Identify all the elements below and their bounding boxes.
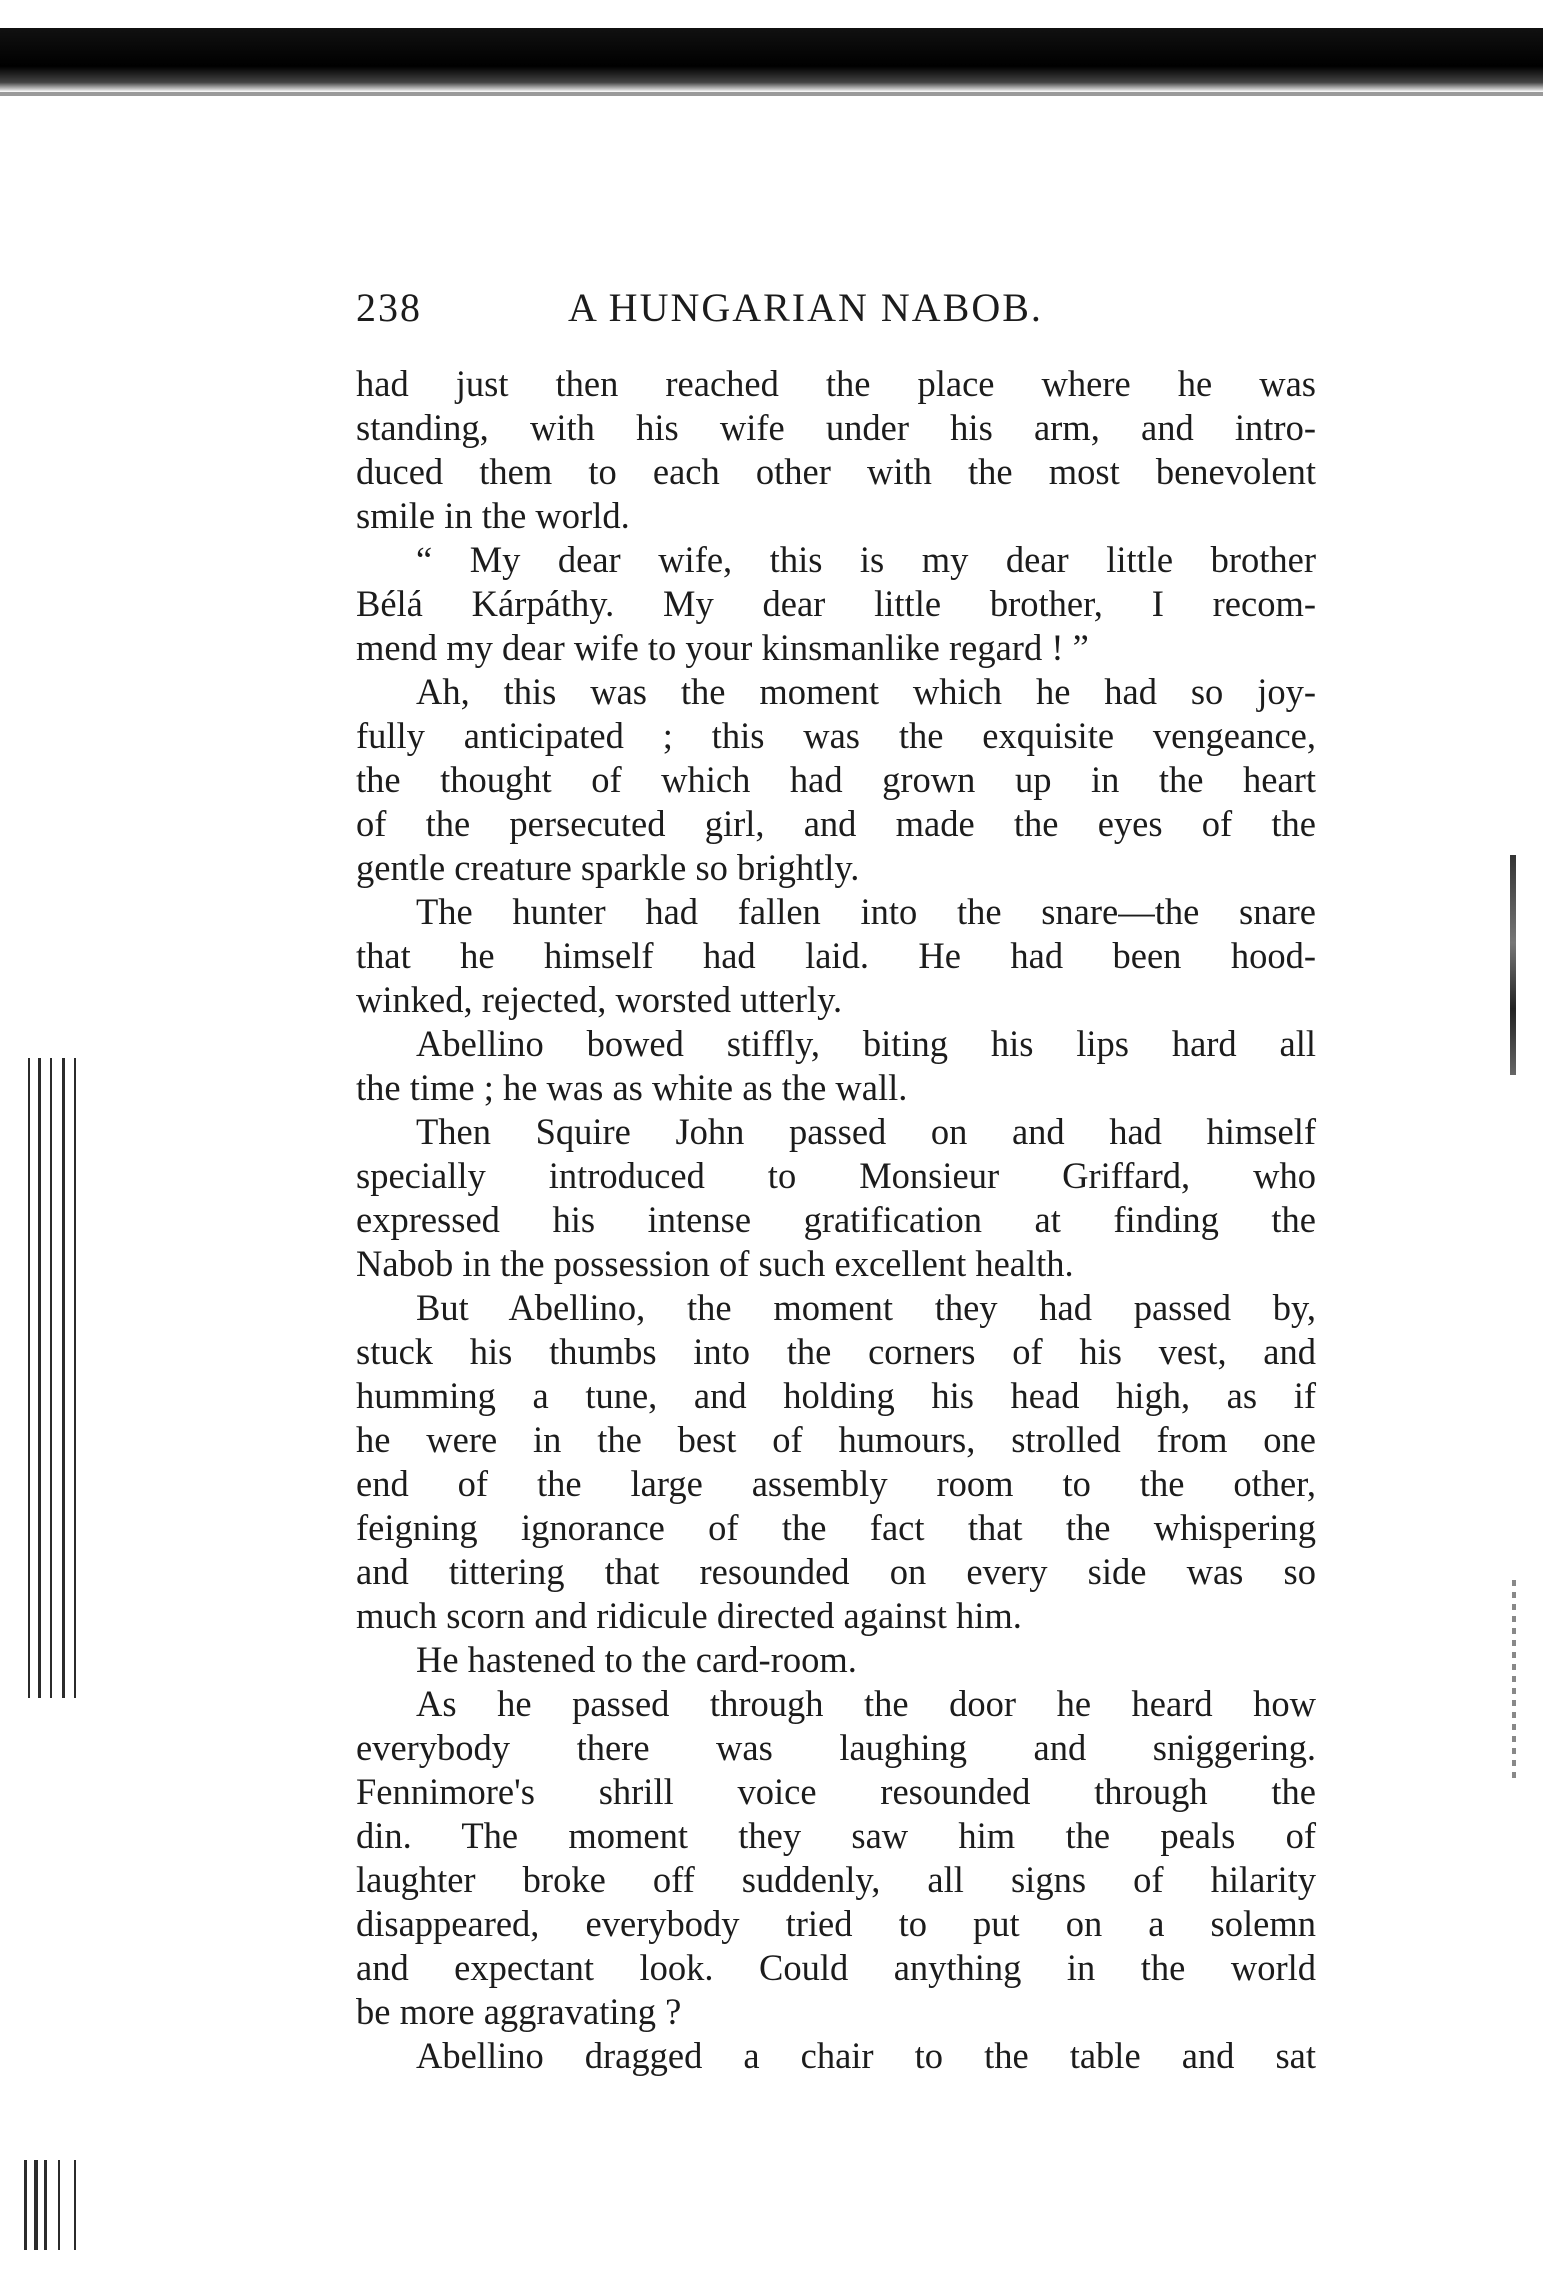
scan-margin-rules [18, 1058, 88, 1698]
text-line: The hunter had fallen into the snare—the snare [416, 891, 1316, 932]
scan-edge-mark [1512, 1580, 1516, 1780]
text-line: But Abellino, the moment they had passed by, [416, 1287, 1316, 1328]
text-line: expressed his intense gratification at finding the [356, 1199, 1316, 1240]
text-line: of the persecuted girl, and made the eyes of the [356, 803, 1316, 844]
text-line: be more aggravating ? [356, 1991, 682, 2032]
text-line: Fennimore's shrill voice resounded through the [356, 1771, 1316, 1812]
text-line: gentle creature sparkle so brightly. [356, 847, 860, 888]
scan-edge-mark [1510, 855, 1516, 1075]
text-line: and expectant look. Could anything in the world [356, 1947, 1316, 1988]
text-line: As he passed through the door he heard how [416, 1683, 1316, 1724]
text-line: laughter broke off suddenly, all signs of hilarity [356, 1859, 1316, 1900]
text-line: “ My dear wife, this is my dear little brother [416, 539, 1316, 580]
text-line: Abellino bowed stiffly, biting his lips hard all [416, 1023, 1316, 1064]
text-line: the time ; he was as white as the wall. [356, 1067, 908, 1108]
text-line: that he himself had laid. He had been hood- [356, 935, 1316, 976]
text-line: smile in the world. [356, 495, 630, 536]
text-line: din. The moment they saw him the peals of [356, 1815, 1316, 1856]
text-line: feigning ignorance of the fact that the whispering [356, 1507, 1316, 1548]
text-line: He hastened to the card-room. [416, 1639, 857, 1680]
text-line: Then Squire John passed on and had himself [416, 1111, 1316, 1152]
text-line: duced them to each other with the most benevolent [356, 451, 1316, 492]
text-line: much scorn and ridicule directed against him. [356, 1595, 1022, 1636]
text-line: winked, rejected, worsted utterly. [356, 979, 843, 1020]
text-line: and tittering that resounded on every side was so [356, 1551, 1316, 1592]
text-line: Nabob in the possession of such excellent health. [356, 1243, 1074, 1284]
text-line: stuck his thumbs into the corners of his vest, and [356, 1331, 1316, 1372]
book-title: A HUNGARIAN NABOB. [568, 285, 1043, 330]
text-line: disappeared, everybody tried to put on a solemn [356, 1903, 1316, 1944]
running-head [356, 278, 1316, 338]
text-line: he were in the best of humours, strolled from one [356, 1419, 1316, 1460]
text-line: humming a tune, and holding his head high, as if [356, 1375, 1316, 1416]
text-line: the thought of which had grown up in the heart [356, 759, 1316, 800]
text-line: Ah, this was the moment which he had so joy- [416, 671, 1316, 712]
text-line: fully anticipated ; this was the exquisite vengeance, [356, 715, 1316, 756]
text-line: end of the large assembly room to the other, [356, 1463, 1316, 1504]
text-line: had just then reached the place where he was [356, 363, 1316, 404]
text-line: Abellino dragged a chair to the table and sat [416, 2035, 1316, 2076]
page-number: 238 [356, 285, 422, 330]
text-line: everybody there was laughing and sniggering. [356, 1727, 1316, 1768]
text-line: specially introduced to Monsieur Griffard, who [356, 1155, 1316, 1196]
scan-top-band-edge [0, 92, 1543, 96]
scan-margin-rules-bottom [18, 2160, 88, 2250]
text-line: Bélá Kárpáthy. My dear little brother, I recom- [356, 583, 1316, 624]
scan-top-band [0, 28, 1543, 92]
text-line: mend my dear wife to your kinsmanlike regard ! ” [356, 627, 1089, 668]
body-text [356, 362, 1316, 2078]
text-line: standing, with his wife under his arm, and intro- [356, 407, 1316, 448]
